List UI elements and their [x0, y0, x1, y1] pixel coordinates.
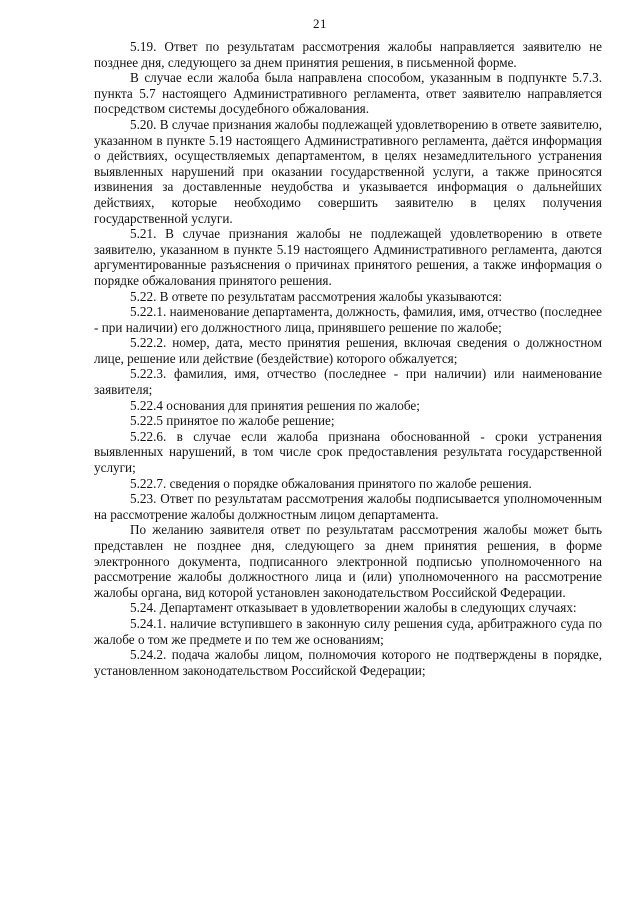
paragraph-5-24-1: 5.24.1. наличие вступившего в законную силу решения суда, арбитражного суда по жалобе о том же предмете и по тем же основаниям; — [94, 615, 602, 647]
paragraph-5-22: 5.22. В ответе по результатам рассмотрения жалобы указываются: — [130, 288, 503, 304]
paragraph-5-22-4: 5.22.4 основания для принятия решения по жалобе; — [130, 397, 420, 413]
paragraph-5-19-electronic: В случае если жалоба была направлена способом, указанным в подпункте 5.7.3. пункта 5.7 настоящего Административного регламента, ответ заявителю направляется посредством системы досудебного обжалования. — [94, 70, 602, 117]
paragraph-5-24-2: 5.24.2. подача жалобы лицом, полномочия которого не подтверждены в порядке, установленном законодательством Российской Федерации; — [94, 647, 602, 678]
paragraph-5-23-electronic: По желанию заявителя ответ по результатам рассмотрения жалобы может быть представлен не позднее дня, следующего за днем принятия решения, в форме электронного документа, подписанного электронной подписью уполномоченного на рассмотрение жалобы должностного лица и (или) уполномоченного на рассмотрение жалобы органа, вид которой установлен законодательством Российской Федерации. — [94, 522, 602, 600]
paragraph-5-22-6: 5.22.6. в случае если жалоба признана обоснованной - сроки устранения выявленных нарушений, в том числе срок предоставления результата государственной услуги; — [94, 428, 602, 476]
paragraph-5-24: 5.24. Департамент отказывает в удовлетворении жалобы в следующих случаях: — [130, 600, 577, 616]
paragraph-5-19: 5.19. Ответ по результатам рассмотрения жалобы направляется заявителю не позднее дня, следующего за днем принятия решения, в письменной форме. — [94, 39, 602, 70]
paragraph-5-22-3: 5.22.3. фамилия, имя, отчество (последнее - при наличии) или наименование заявителя; — [94, 366, 602, 398]
paragraph-5-21: 5.21. В случае признания жалобы не подлежащей удовлетворению в ответе заявителю, указанном в пункте 5.19 настоящего Административного регламента, даются аргументированные разъяснения о причинах принятого решения, а также информация о порядке обжалования принятого решения. — [94, 226, 602, 288]
paragraph-5-22-7: 5.22.7. сведения о порядке обжалования принятого по жалобе решения. — [130, 475, 532, 491]
page-number: 21 — [313, 16, 327, 31]
body-text — [94, 39, 602, 678]
paragraph-5-22-5: 5.22.5 принятое по жалобе решение; — [130, 413, 335, 429]
paragraph-5-22-2: 5.22.2. номер, дата, место принятия решения, включая сведения о должностном лице, решение или действие (бездействие) которого обжалуется; — [94, 335, 602, 366]
paragraph-5-20: 5.20. В случае признания жалобы подлежащей удовлетворению в ответе заявителю, указанном в пункте 5.19 настоящего Административного регламента, даётся информация о действиях, осуществляемых департаментом, в целях незамедлительного устранения выявленных нарушений при оказании государственной услуги, а также приносятся извинения за доставленные неудобства и указывается информация о дальнейших действиях, которые необходимо совершить заявителю в целях получения государственной услуги. — [94, 116, 602, 226]
paragraph-5-22-1: 5.22.1. наименование департамента, должность, фамилия, имя, отчество (последнее - при наличии) его должностного лица, принявшего решение по жалобе; — [94, 304, 602, 335]
paragraph-5-23: 5.23. Ответ по результатам рассмотрения жалобы подписывается уполномоченным на рассмотрение жалобы должностным лицом департамента. — [94, 491, 602, 522]
